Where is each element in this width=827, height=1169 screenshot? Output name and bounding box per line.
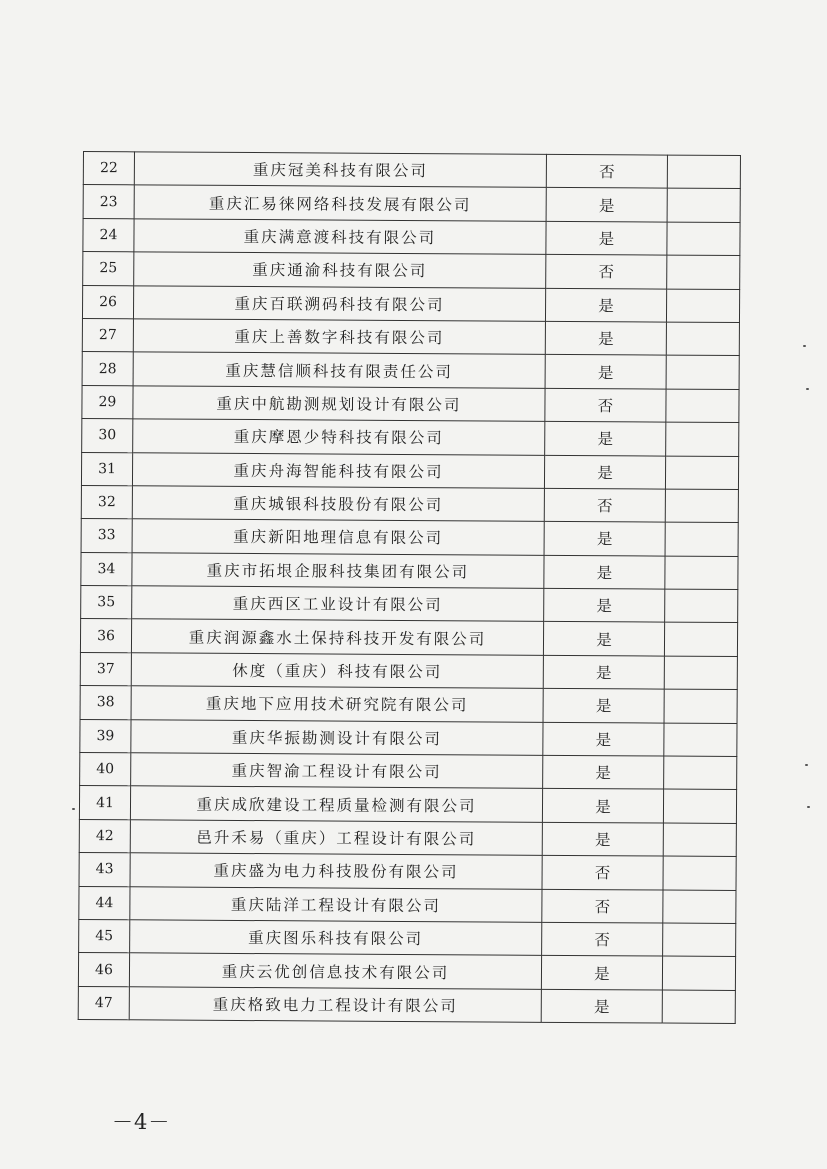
row-number: 29 [82, 385, 133, 419]
empty-cell [663, 789, 736, 823]
empty-cell [664, 689, 737, 723]
empty-cell [665, 589, 738, 623]
table-row [81, 552, 738, 589]
table-row [82, 318, 739, 355]
status-flag: 是 [545, 355, 666, 389]
row-number: 25 [83, 252, 134, 286]
table-row [78, 986, 735, 1023]
row-number: 41 [79, 786, 130, 820]
company-name: 休度（重庆）科技有限公司 [131, 653, 543, 689]
table-row [82, 285, 739, 322]
empty-cell [662, 990, 735, 1024]
company-name: 重庆城银科技股份有限公司 [132, 486, 544, 522]
status-flag: 否 [545, 388, 666, 422]
empty-cell [664, 656, 737, 690]
row-number: 27 [82, 318, 133, 352]
table-row [80, 753, 737, 790]
status-flag: 是 [543, 622, 664, 656]
row-number: 46 [78, 953, 129, 987]
row-number: 40 [80, 753, 131, 787]
row-number: 45 [79, 919, 130, 953]
page-number: －4－ [112, 1110, 171, 1134]
company-name: 重庆格致电力工程设计有限公司 [129, 987, 541, 1023]
company-table [78, 151, 741, 1024]
table-row [80, 719, 737, 756]
status-flag: 是 [545, 321, 666, 355]
company-name: 重庆百联溯码科技有限公司 [133, 285, 545, 321]
company-name: 重庆成欣建设工程质量检测有限公司 [130, 786, 542, 822]
row-number: 24 [83, 218, 134, 252]
table-row [81, 452, 738, 489]
table-row [83, 252, 740, 289]
empty-cell [665, 556, 738, 590]
table-row [80, 686, 737, 723]
company-name: 重庆上善数字科技有限公司 [133, 319, 545, 355]
table-row [83, 218, 740, 255]
company-name: 重庆陆洋工程设计有限公司 [130, 886, 542, 922]
company-name: 重庆新阳地理信息有限公司 [132, 519, 544, 555]
status-flag: 否 [542, 856, 663, 890]
status-flag: 是 [543, 655, 664, 689]
row-number: 37 [80, 652, 131, 686]
company-name: 重庆地下应用技术研究院有限公司 [131, 686, 543, 722]
empty-cell [664, 756, 737, 790]
row-number: 35 [81, 586, 132, 620]
company-name: 重庆云优创信息技术有限公司 [129, 953, 541, 989]
table-row [82, 419, 739, 456]
status-flag: 是 [544, 555, 665, 589]
row-number: 42 [79, 819, 130, 853]
table-row [81, 519, 738, 556]
row-number: 33 [81, 519, 132, 553]
table-row [81, 586, 738, 623]
status-flag: 否 [542, 922, 663, 956]
company-name: 重庆摩恩少特科技有限公司 [133, 419, 545, 455]
table-row [79, 886, 736, 923]
company-name: 重庆冠美科技有限公司 [134, 152, 546, 188]
row-number: 44 [79, 886, 130, 920]
table-row [79, 853, 736, 890]
status-flag: 是 [541, 956, 662, 990]
empty-cell [664, 623, 737, 657]
empty-cell [663, 923, 736, 957]
table-row [79, 819, 736, 856]
row-number: 26 [82, 285, 133, 319]
row-number: 38 [80, 686, 131, 720]
row-number: 23 [83, 185, 134, 219]
empty-cell [663, 890, 736, 924]
empty-cell [663, 856, 736, 890]
row-number: 31 [81, 452, 132, 486]
empty-cell [666, 289, 739, 323]
empty-cell [667, 222, 740, 256]
status-flag: 否 [546, 255, 667, 289]
empty-cell [665, 456, 738, 490]
scan-speck [805, 764, 808, 766]
scan-speck [72, 808, 75, 810]
company-name: 重庆舟海智能科技有限公司 [132, 452, 544, 488]
row-number: 28 [82, 352, 133, 386]
row-number: 36 [80, 619, 131, 653]
table-row [80, 619, 737, 656]
status-flag: 是 [542, 822, 663, 856]
empty-cell [666, 422, 739, 456]
empty-cell [667, 255, 740, 289]
empty-cell [666, 355, 739, 389]
status-flag: 是 [546, 221, 667, 255]
company-name: 重庆西区工业设计有限公司 [132, 586, 544, 622]
table-row [78, 953, 735, 990]
company-name: 重庆中航勘测规划设计有限公司 [133, 386, 545, 422]
company-name: 重庆市拓垠企服科技集团有限公司 [132, 552, 544, 588]
table-row [82, 385, 739, 422]
company-name: 重庆润源鑫水土保持科技开发有限公司 [131, 619, 543, 655]
status-flag: 是 [544, 455, 665, 489]
status-flag: 否 [544, 488, 665, 522]
table-row [79, 786, 736, 823]
row-number: 32 [81, 485, 132, 519]
status-flag: 是 [543, 722, 664, 756]
company-name: 重庆慧信顺科技有限责任公司 [133, 352, 545, 388]
table-row [81, 485, 738, 522]
company-table-wrapper [78, 151, 741, 1024]
row-number: 47 [78, 986, 129, 1020]
row-number: 39 [80, 719, 131, 753]
table-row [83, 185, 740, 222]
status-flag: 是 [545, 421, 666, 455]
scan-speck [807, 806, 810, 808]
empty-cell [662, 956, 735, 990]
status-flag: 是 [541, 989, 662, 1023]
company-name: 重庆图乐科技有限公司 [130, 920, 542, 956]
table-row [82, 352, 739, 389]
company-name: 重庆华振勘测设计有限公司 [131, 719, 543, 755]
status-flag: 是 [543, 689, 664, 723]
status-flag: 是 [546, 188, 667, 222]
row-number: 22 [83, 152, 134, 186]
company-name: 重庆满意渡科技有限公司 [134, 219, 546, 255]
table-row [80, 652, 737, 689]
empty-cell [667, 155, 740, 189]
scan-speck [803, 345, 806, 347]
company-table-body [78, 152, 740, 1024]
company-name: 重庆盛为电力科技股份有限公司 [130, 853, 542, 889]
empty-cell [665, 522, 738, 556]
table-row [79, 919, 736, 956]
company-name: 重庆通渝科技有限公司 [134, 252, 546, 288]
empty-cell [663, 823, 736, 857]
status-flag: 是 [543, 755, 664, 789]
company-name: 邑升禾易（重庆）工程设计有限公司 [130, 820, 542, 856]
row-number: 43 [79, 853, 130, 887]
row-number: 34 [81, 552, 132, 586]
empty-cell [666, 322, 739, 356]
company-name: 重庆汇易徕网络科技发展有限公司 [134, 185, 546, 221]
status-flag: 是 [545, 288, 666, 322]
status-flag: 是 [544, 522, 665, 556]
status-flag: 否 [542, 889, 663, 923]
status-flag: 是 [542, 789, 663, 823]
company-name: 重庆智渝工程设计有限公司 [131, 753, 543, 789]
status-flag: 是 [544, 588, 665, 622]
empty-cell [664, 723, 737, 757]
empty-cell [667, 188, 740, 222]
scan-speck [806, 388, 809, 390]
status-flag: 否 [546, 154, 667, 188]
empty-cell [665, 489, 738, 523]
table-row [83, 152, 740, 189]
empty-cell [666, 389, 739, 423]
row-number: 30 [82, 419, 133, 453]
